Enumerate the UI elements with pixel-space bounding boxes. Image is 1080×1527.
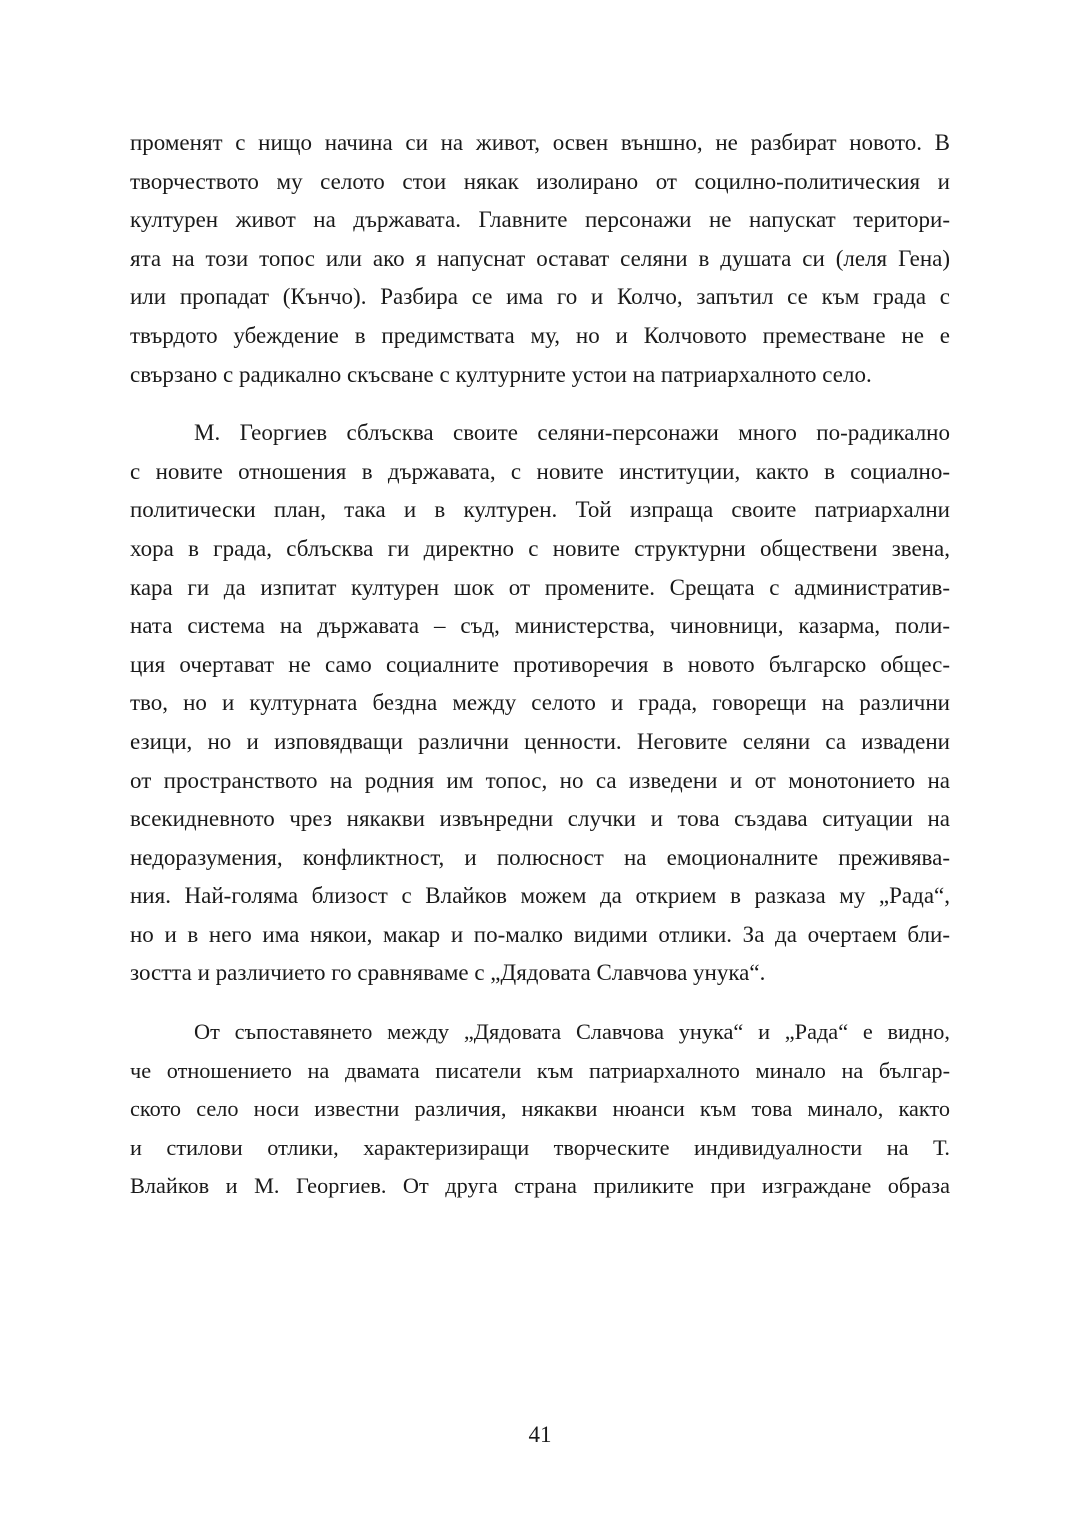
- text-line: политически план, така и в културен. Той изпраща своите патриархални: [130, 497, 950, 523]
- text-line: ната система на държавата – съд, министерства, чиновници, казарма, поли-: [130, 613, 950, 639]
- text-line: твърдото убеждение в предимствата му, но и Колчовото преместване не е: [130, 322, 950, 348]
- paragraph-continuation: [130, 124, 950, 394]
- text-line: и стилови отлики, характеризиращи творческите индивидуалности на Т.: [130, 1134, 950, 1160]
- text-line: творчеството му селото стои някак изолирано от социлно-политическия и: [130, 168, 950, 194]
- text-line: но и в него има някои, макар и по-малко видими отлики. За да очертаем бли-: [130, 921, 950, 947]
- text-line: с новите отношения в държавата, с новите институции, както в социално-: [130, 458, 950, 484]
- text-line: тво, но и културната бездна между селото и града, говорещи на различни: [130, 690, 950, 716]
- text-line: ята на този топос или ако я напуснат остават селяни в душата си (леля Гена): [130, 245, 950, 271]
- text-line: зостта и различието го сравняваме с „Дядовата Славчова унука“.: [130, 960, 766, 986]
- paragraph-spacer: [130, 993, 950, 1013]
- text-line: културен живот на държавата. Главните персонажи не напускат територи-: [130, 207, 950, 233]
- text-line: променят с нищо начина си на живот, освен външно, не разбират новото. В: [130, 130, 950, 155]
- text-line: Влайков и М. Георгиев. От друга страна приликите при изграждане образа: [130, 1173, 950, 1199]
- text-line: всекидневното чрез някакви извънредни случки и това създава ситуации на: [130, 806, 950, 832]
- text-line: от пространството на родния им топос, но са изведени и от монотонието на: [130, 767, 950, 793]
- text-line: М. Георгиев сблъсква своите селяни-персонажи много по-радикално: [194, 420, 950, 446]
- page-number: 41: [528, 1422, 552, 1447]
- text-line: или пропадат (Кънчо). Разбира се има го и Колчо, запътил се към града с: [130, 284, 950, 310]
- paragraph-spacer: [130, 394, 950, 414]
- text-line: ското село носи известни различия, някакви нюанси към това минало, както: [130, 1096, 950, 1122]
- text-line: ния. Най-голяма близост с Влайков можем да открием в разказа му „Рада“,: [130, 883, 950, 909]
- text-line: свързано с радикално скъсване с културните устои на патриархалното село.: [130, 361, 872, 387]
- text-line: хора в града, сблъсква ги директно с новите структурни обществени звена,: [130, 535, 950, 561]
- text-line: езици, но и изповядващи различни ценности. Неговите селяни са извадени: [130, 728, 950, 754]
- text-line: От съпоставянето между „Дядовата Славчова унука“ и „Рада“ е видно,: [194, 1019, 950, 1045]
- page-body-text: [130, 124, 950, 1206]
- text-line: ция очертават не само социалните противоречия в новото българско общес-: [130, 651, 950, 677]
- paragraph-georgiev: [130, 414, 950, 993]
- text-line: че отношението на двамата писатели към патриархалното минало на българ-: [130, 1057, 950, 1083]
- text-line: кара ги да изпитат културен шок от промените. Срещата с административ-: [130, 574, 950, 600]
- paragraph-comparison: [130, 1013, 950, 1206]
- text-line: недоразумения, конфликтност, и полюсност на емоционалните преживява-: [130, 844, 950, 870]
